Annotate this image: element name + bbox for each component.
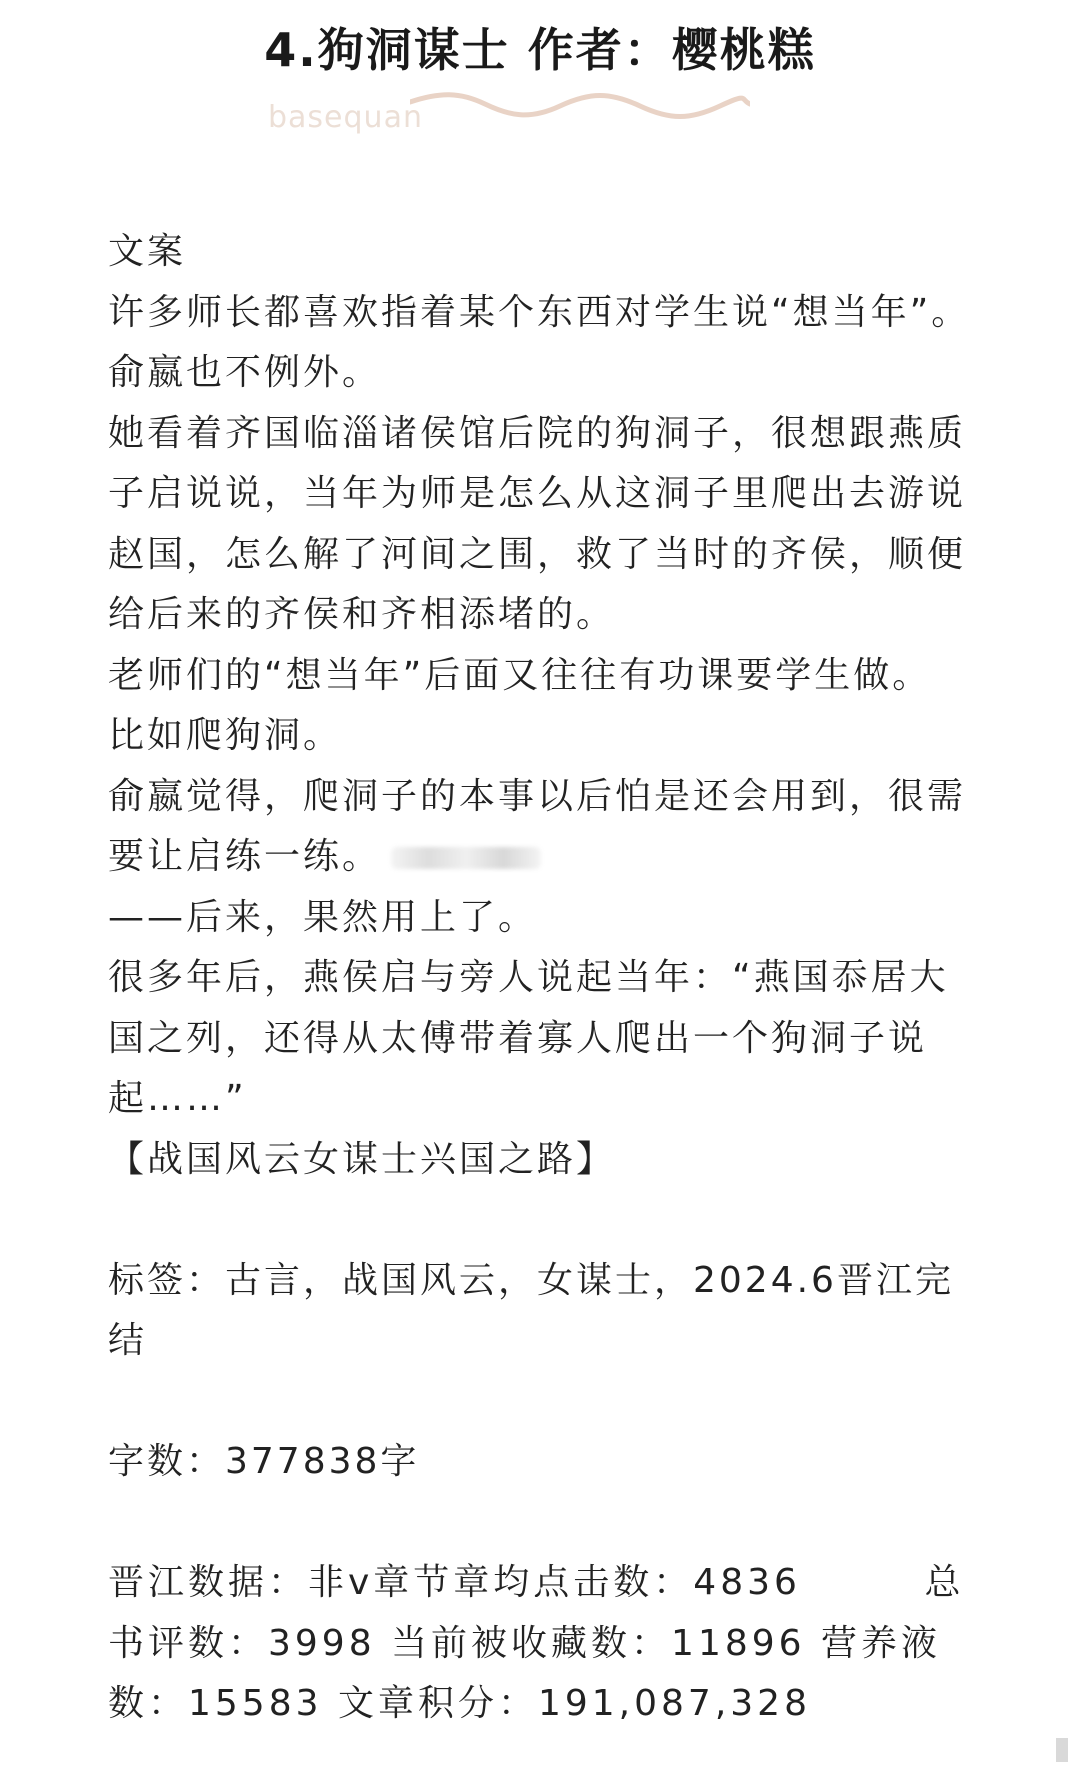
synopsis-text: 俞嬴觉得，爬洞子的本事以后怕是还会用到，很需要让启练一练。 xyxy=(108,775,967,877)
spacer xyxy=(108,1493,980,1554)
watermark: basequan xyxy=(268,100,423,135)
synopsis-heading: 文案 xyxy=(108,231,187,272)
blurred-watermark xyxy=(391,847,541,869)
synopsis-paragraph: 老师们的“想当年”后面又往往有功课要学生做。 xyxy=(108,654,932,696)
synopsis-paragraph: 【战国风云女谋士兴国之路】 xyxy=(108,1138,616,1180)
post-body xyxy=(108,222,980,1735)
spacer xyxy=(108,1190,980,1251)
scroll-indicator xyxy=(1056,1738,1068,1762)
synopsis-paragraph: 很多年后，燕侯启与旁人说起当年：“燕国忝居大国之列，还得从太傅带着寡人爬出一个狗洞子说起……” xyxy=(108,957,949,1119)
title-decoration xyxy=(260,92,820,142)
synopsis-paragraph: 许多师长都喜欢指着某个东西对学生说“想当年”。 xyxy=(108,291,971,333)
synopsis-paragraph xyxy=(108,767,980,888)
spacer xyxy=(108,1372,980,1433)
page-title: 4.狗洞谋士 作者：樱桃糕 xyxy=(264,23,816,77)
word-count: 字数：377838字 xyxy=(108,1441,420,1482)
synopsis-paragraph: 比如爬狗洞。 xyxy=(108,715,343,756)
synopsis-paragraph: ——后来，果然用上了。 xyxy=(108,896,538,938)
synopsis-paragraph: 俞嬴也不例外。 xyxy=(108,352,382,393)
synopsis-paragraph: 她看着齐国临淄诸侯馆后院的狗洞子，很想跟燕质子启说说，当年为师是怎么从这洞子里爬出去游说赵国，怎么解了河间之围，救了当时的齐侯，顺便给后来的齐侯和齐相添堵的。 xyxy=(108,412,967,635)
tags-line: 标签：古言，战国风云，女谋士，2024.6晋江完结 xyxy=(108,1259,954,1361)
jjwxc-stats: 晋江数据：非v章节章均点击数：4836 总书评数：3998 当前被收藏数：11896 营养液数：15583 文章积分：191,087,328 xyxy=(108,1562,965,1724)
wave-divider-icon xyxy=(410,92,750,142)
